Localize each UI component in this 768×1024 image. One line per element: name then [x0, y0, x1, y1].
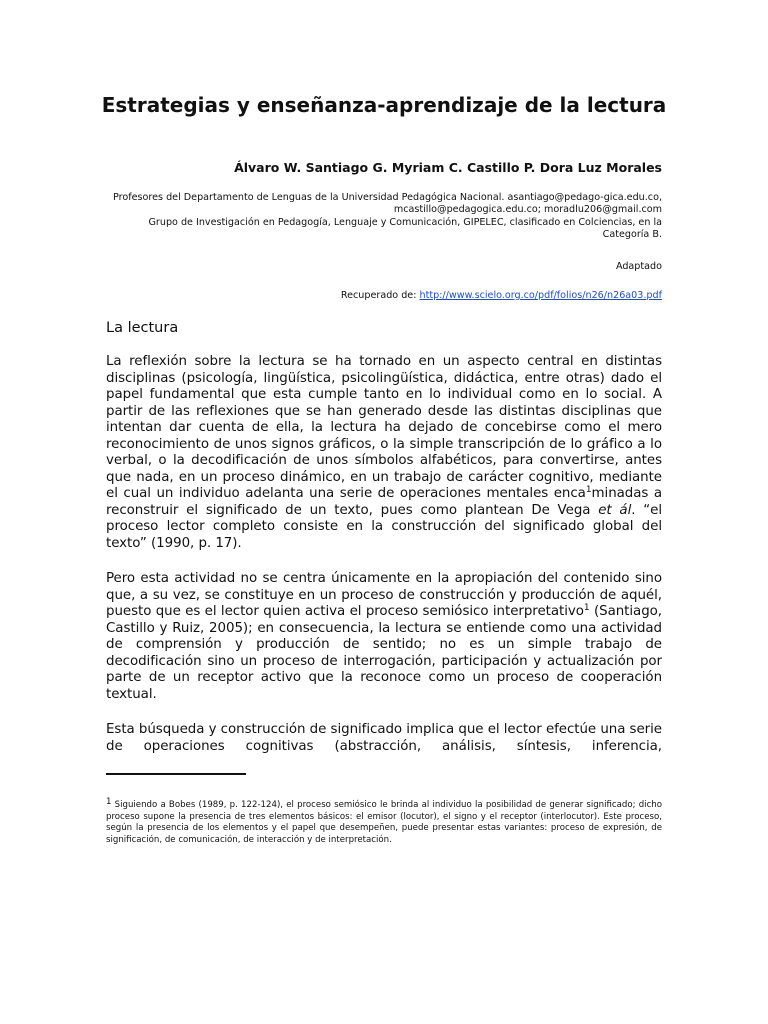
footnote-reference[interactable]: 1: [585, 485, 592, 495]
paragraph-text: (Santiago, Castillo y Ruiz, 2005); en consecuencia, la lectura se entiende como una actividad de comprensión y producción de sentido; no es un simple trabajo de decodificación sino un proceso de interrogación, participación y actualización por parte de un receptor activo que la reconoce como un proceso de cooperación textual.: [106, 604, 663, 702]
paragraph: Esta búsqueda y construcción de significado implica que el lector efectúe una serie de operaciones cognitivas (abstracción, análisis, síntesis, inferencia,: [106, 722, 662, 754]
paragraph-text: minadas a reconstruir el significado de un texto, pues como plantean De Vega: [106, 486, 663, 518]
footnote-text: Siguiendo a Bobes (1989, p. 122-124), el proceso semiósico le brinda al individuo la posibilidad de generar significado; dicho proceso supone la presencia de tres elementos básicos: el emisor (locutor), el signo y el receptor (interlocutor). Este proceso, según la presencia de los elementos y el papel que desempeñen, puede presentar estas variantes: proceso de expresión, de significación, de comunicación, de interacción y de interpretación.: [106, 800, 662, 845]
affiliation-line: Profesores del Departamento de Lenguas de la Universidad Pedagógica Nacional. asantiago@pedago-gica.edu.co, mcastillo@pedagogica.edu.co; moradlu206@gmail.com: [113, 192, 662, 216]
source-line: [250, 289, 662, 302]
paragraph-text: . “el proceso lector completo consiste en la construcción del significado global del texto” (1990, p. 17).: [106, 502, 662, 551]
document-title: Estrategias y enseñanza-aprendizaje de la lectura: [101, 93, 667, 117]
research-group-line: Grupo de Investigación en Pedagogía, Lenguaje y Comunicación, GIPELEC, clasificado en Colciencias, en la Categoría B.: [148, 216, 662, 241]
footnote-divider: [106, 773, 246, 775]
paragraph-text: La reflexión sobre la lectura se ha tornado en un aspecto central en distintas disciplinas (psicología, lingüística, psicolingüística, didáctica, entre otras) dado el papel fundamental que esta cumple tanto en lo individual como en lo social. A partir de las reflexiones que se han generado desde las distintas disciplinas que intentan dar cuenta de ella, la lectura ha dejado de concebirse como el mero reconocimiento de unos signos gráficos, o la simple transcripción de lo gráfico a lo verbal, o la decodificación de unos símbolos alfabéticos, para convertirse, antes que nada, en un proceso dinámico, en un trabajo de carácter cognitivo, mediante el cual un individuo adelanta una serie de operaciones mentales enca: [106, 354, 662, 501]
section-heading: La lectura: [106, 320, 179, 336]
footnote: [106, 797, 662, 846]
source-label: Recuperado de:: [340, 290, 417, 301]
authors-line: Álvaro W. Santiago G. Myriam C. Castillo P. Dora Luz Morales: [234, 160, 662, 175]
paragraph: [106, 571, 662, 703]
source-link[interactable]: http://www.scielo.org.co/pdf/folios/n26/n26a03.pdf: [419, 290, 662, 301]
adapted-note: Adaptado: [615, 261, 662, 272]
paragraph: [106, 354, 662, 552]
footnote-reference[interactable]: 1: [583, 603, 590, 613]
affiliation-block: [106, 192, 662, 242]
italic-text: et ál: [598, 502, 632, 518]
paragraph-text: Pero esta actividad no se centra únicamente en la apropiación del contenido sino que, a su vez, se constituye en un proceso de construcción y producción de aquél, puesto que es el lector quien activa el proceso semiósico interpretativo: [106, 571, 662, 619]
footnote-marker: 1: [106, 797, 112, 807]
